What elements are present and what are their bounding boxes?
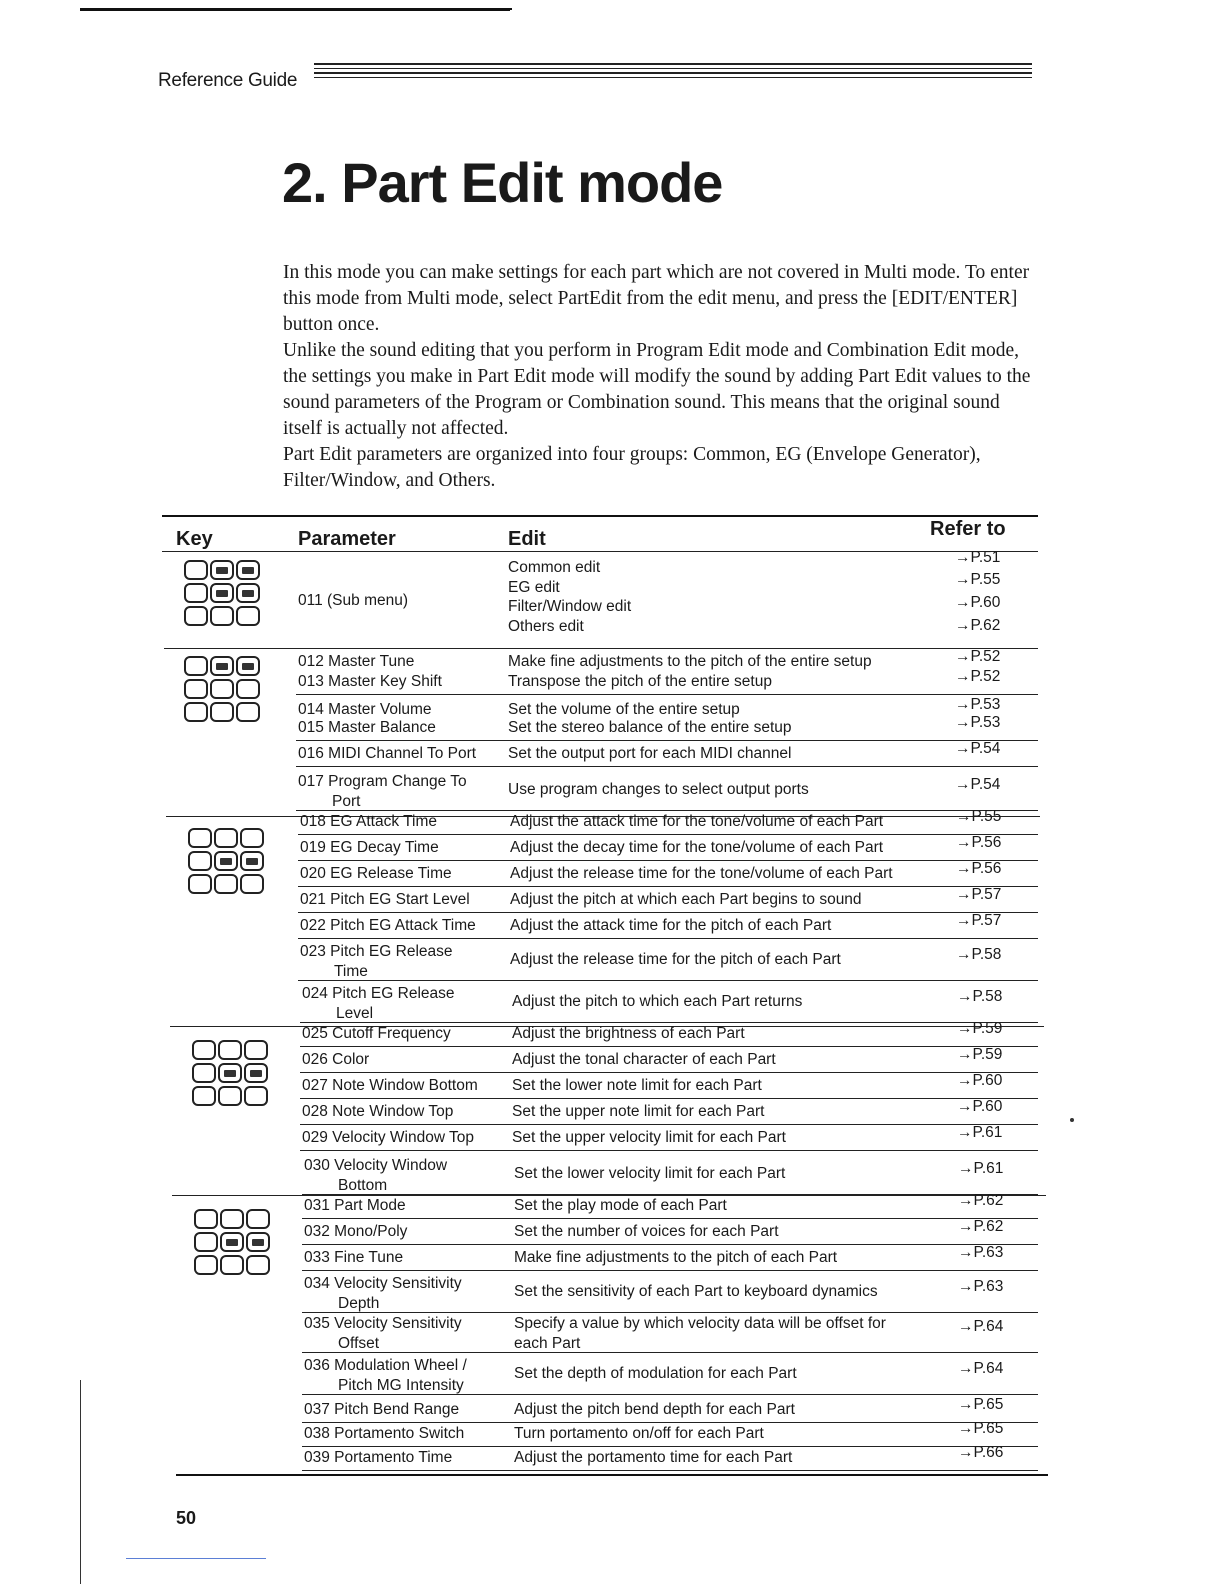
page-reference: →P.63 <box>958 1278 1004 1295</box>
submenu-ref: →P.55 <box>955 571 1001 588</box>
parameter-name: 020 EG Release Time <box>300 865 452 882</box>
page-reference: →P.54 <box>955 776 1001 793</box>
page-reference: →P.52 <box>955 668 1001 685</box>
edit-description: Adjust the release time for the tone/volume of each Part <box>510 865 893 882</box>
page-reference: →P.63 <box>958 1244 1004 1261</box>
margin-line <box>80 1380 81 1584</box>
row-divider <box>296 694 1038 695</box>
parameter-name: 025 Cutoff Frequency <box>302 1025 451 1042</box>
edit-description: Set the sensitivity of each Part to keyboard dynamics <box>514 1283 878 1300</box>
edit-description: Set the output port for each MIDI channel <box>508 745 792 762</box>
page-reference: →P.60 <box>957 1072 1003 1089</box>
row-divider <box>296 810 1038 811</box>
page-reference: →P.58 <box>956 946 1002 963</box>
row-divider <box>302 1422 1038 1423</box>
page-reference: →P.57 <box>956 912 1002 929</box>
row-divider <box>298 834 1038 835</box>
edit-description: Set the depth of modulation for each Part <box>514 1365 797 1382</box>
edit-description: Adjust the pitch bend depth for each Part <box>514 1401 795 1418</box>
key-panel-icon <box>184 656 268 725</box>
parameter-name-cont: Level <box>336 1005 374 1022</box>
parameter-name: 018 EG Attack Time <box>300 813 437 830</box>
row-divider <box>300 1150 1038 1151</box>
row-divider <box>298 912 1038 913</box>
page-reference: →P.54 <box>955 740 1001 757</box>
parameter-name: 017 Program Change To <box>298 773 467 790</box>
parameter-name-cont: Bottom <box>338 1177 388 1194</box>
submenu-ref: →P.51 <box>955 549 1001 566</box>
edit-description: Set the play mode of each Part <box>514 1197 727 1214</box>
row-divider <box>298 980 1038 981</box>
submenu-ref: →P.62 <box>955 617 1001 634</box>
row-divider <box>296 766 1038 767</box>
parameter-name: 038 Portamento Switch <box>304 1425 465 1442</box>
submenu-parameter: 011 (Sub menu) <box>298 592 408 609</box>
edit-description: Adjust the decay time for the tone/volume of each Part <box>510 839 884 856</box>
parameter-name: 035 Velocity Sensitivity <box>304 1315 462 1332</box>
edit-description: Set the lower note limit for each Part <box>512 1077 762 1094</box>
parameter-name-cont: Offset <box>338 1335 380 1352</box>
page-reference: →P.64 <box>958 1318 1004 1335</box>
row-divider <box>300 1124 1038 1125</box>
edit-description: Adjust the attack time for the pitch of each Part <box>510 917 832 934</box>
parameter-name-cont: Depth <box>338 1295 380 1312</box>
page-reference: →P.56 <box>956 834 1002 851</box>
parameter-name: 033 Fine Tune <box>304 1249 404 1266</box>
row-divider <box>300 1022 1038 1023</box>
edit-description: Set the upper note limit for each Part <box>512 1103 765 1120</box>
row-divider <box>298 860 1038 861</box>
edit-description: Adjust the tonal character of each Part <box>512 1051 776 1068</box>
top-rule <box>80 8 510 11</box>
header-label: Reference Guide <box>158 70 298 91</box>
key-panel-icon <box>188 828 272 897</box>
parameter-name: 013 Master Key Shift <box>298 673 442 690</box>
edit-description: Make fine adjustments to the pitch of each Part <box>514 1249 838 1266</box>
page-reference: →P.55 <box>956 808 1002 825</box>
parameter-name: 021 Pitch EG Start Level <box>300 891 470 908</box>
row-divider <box>302 1470 1038 1471</box>
row-divider <box>298 886 1038 887</box>
edit-description: Adjust the attack time for the tone/volume of each Part <box>510 813 884 830</box>
header-rule <box>314 63 1032 81</box>
page-reference: →P.59 <box>957 1020 1003 1037</box>
intro-text <box>283 260 1033 494</box>
parameter-name: 036 Modulation Wheel / <box>304 1357 467 1374</box>
row-divider <box>300 1098 1038 1099</box>
parameter-name: 024 Pitch EG Release <box>302 985 455 1002</box>
row-divider <box>302 1218 1038 1219</box>
page-reference: →P.65 <box>958 1396 1004 1413</box>
row-divider <box>300 1072 1038 1073</box>
row-divider <box>296 740 1038 741</box>
key-panel-icon <box>194 1209 278 1278</box>
row-divider <box>302 1394 1038 1395</box>
page-reference: →P.57 <box>956 886 1002 903</box>
parameter-name: 026 Color <box>302 1051 370 1068</box>
parameter-name: 014 Master Volume <box>298 701 432 718</box>
table-top-rule <box>162 515 1038 517</box>
header-refer-to: Refer to <box>930 518 1006 540</box>
page-reference: →P.52 <box>955 648 1001 665</box>
key-panel-icon <box>192 1040 276 1109</box>
parameter-name-cont: Port <box>332 793 361 810</box>
parameter-name: 019 EG Decay Time <box>300 839 439 856</box>
edit-description: Adjust the pitch at which each Part begins to sound <box>510 891 862 908</box>
page-reference: →P.62 <box>958 1218 1004 1235</box>
parameter-name: 030 Velocity Window <box>304 1157 448 1174</box>
page-reference: →P.66 <box>958 1444 1004 1461</box>
parameter-name: 039 Portamento Time <box>304 1449 453 1466</box>
submenu-ref: →P.60 <box>955 594 1001 611</box>
submenu-edit: Others edit <box>508 618 584 635</box>
parameter-name: 032 Mono/Poly <box>304 1223 408 1240</box>
parameter-name: 016 MIDI Channel To Port <box>298 745 477 762</box>
edit-description: Set the volume of the entire setup <box>508 701 740 718</box>
edit-description-cont: each Part <box>514 1335 581 1352</box>
intro-paragraph: Part Edit parameters are organized into four groups: Common, EG (Envelope Generator), Filter/Window, and Others. <box>283 444 981 491</box>
intro-paragraph: In this mode you can make settings for each part which are not covered in Multi mode. To enter this mode from Multi mode, select PartEdit from the edit menu, and press the [EDIT/ENTER] button once. <box>283 262 1030 335</box>
parameter-name: 029 Velocity Window Top <box>302 1129 475 1146</box>
edit-description: Set the number of voices for each Part <box>514 1223 779 1240</box>
row-divider <box>302 1446 1038 1447</box>
row-divider <box>298 938 1038 939</box>
page-reference: →P.61 <box>958 1160 1004 1177</box>
parameter-name: 028 Note Window Top <box>302 1103 454 1120</box>
page-reference: →P.53 <box>955 714 1001 731</box>
parameter-name: 022 Pitch EG Attack Time <box>300 917 476 934</box>
parameter-name-cont: Time <box>334 963 368 980</box>
page-reference: →P.58 <box>957 988 1003 1005</box>
parameter-name: 012 Master Tune <box>298 653 415 670</box>
parameter-name: 027 Note Window Bottom <box>302 1077 478 1094</box>
page-reference: →P.65 <box>958 1420 1004 1437</box>
parameter-name: 034 Velocity Sensitivity <box>304 1275 462 1292</box>
edit-description: Adjust the portamento time for each Part <box>514 1449 793 1466</box>
edit-description: Transpose the pitch of the entire setup <box>508 673 772 690</box>
intro-paragraph: Unlike the sound editing that you perform in Program Edit mode and Combination Edit mode, the settings you make in Part Edit mode will modify the sound by adding Part Edit values to the sound parameters of the Program or Combination sound. This means that the original sound itself is actually not affected. <box>283 340 1031 439</box>
edit-description: Make fine adjustments to the pitch of the entire setup <box>508 653 872 670</box>
parameter-name: 023 Pitch EG Release <box>300 943 453 960</box>
margin-dot <box>1070 1118 1074 1122</box>
edit-description: Turn portamento on/off for each Part <box>514 1425 764 1442</box>
header-underline <box>162 551 1038 552</box>
header-edit: Edit <box>508 528 546 550</box>
row-divider <box>302 1312 1038 1313</box>
page-reference: →P.62 <box>958 1192 1004 1209</box>
page-reference: →P.61 <box>957 1124 1003 1141</box>
edit-description: Set the stereo balance of the entire setup <box>508 719 792 736</box>
parameter-name-cont: Pitch MG Intensity <box>338 1377 464 1394</box>
parameter-name: 037 Pitch Bend Range <box>304 1401 460 1418</box>
edit-description: Adjust the release time for the pitch of each Part <box>510 951 841 968</box>
edit-description: Specify a value by which velocity data will be offset for <box>514 1315 886 1332</box>
top-rule-tick <box>492 8 512 10</box>
row-divider <box>302 1352 1038 1353</box>
row-divider <box>302 1244 1038 1245</box>
header-key: Key <box>176 528 213 550</box>
row-divider <box>300 1046 1038 1047</box>
page-number: 50 <box>176 1508 197 1528</box>
page-title: 2. Part Edit mode <box>282 151 723 214</box>
row-divider <box>302 1194 1038 1195</box>
page-reference: →P.64 <box>958 1360 1004 1377</box>
submenu-edit: Common edit <box>508 559 601 576</box>
header-parameter: Parameter <box>298 528 396 550</box>
edit-description: Adjust the brightness of each Part <box>512 1025 745 1042</box>
submenu-edit: Filter/Window edit <box>508 598 632 615</box>
parameter-name: 015 Master Balance <box>298 719 436 736</box>
parameter-name: 031 Part Mode <box>304 1197 406 1214</box>
page-reference: →P.56 <box>956 860 1002 877</box>
row-divider <box>302 1270 1038 1271</box>
key-panel-icon <box>184 560 268 629</box>
margin-rule <box>126 1558 266 1559</box>
page-reference: →P.60 <box>957 1098 1003 1115</box>
submenu-edit: EG edit <box>508 579 560 596</box>
table-bottom-rule <box>176 1474 1048 1476</box>
edit-description: Set the upper velocity limit for each Part <box>512 1129 786 1146</box>
page-reference: →P.59 <box>957 1046 1003 1063</box>
edit-description: Use program changes to select output ports <box>508 781 809 798</box>
group-divider <box>164 648 1038 649</box>
edit-description: Set the lower velocity limit for each Part <box>514 1165 786 1182</box>
page-reference: →P.53 <box>955 696 1001 713</box>
edit-description: Adjust the pitch to which each Part returns <box>512 993 803 1010</box>
